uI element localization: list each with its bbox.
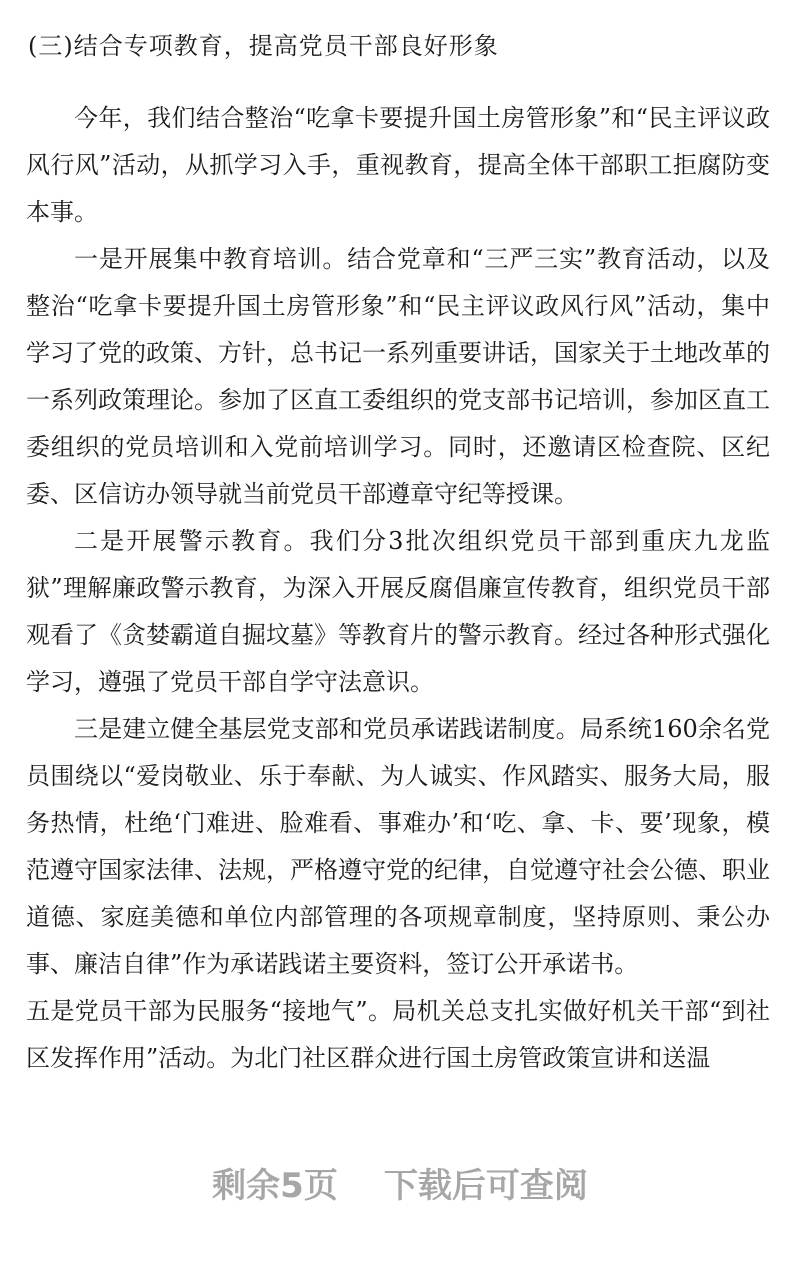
paragraph-commitment-system: 三是建立健全基层党支部和党员承诺践诺制度。局系统160余名党员围绕以“爱岗敬业、乐于奉献、为人诚实、作风踏实、服务大局，服务热情，杜绝‘门难进、脸难看、事难办’和‘吃、拿、卡、要’现象，模范遵守国家法律、法规，严格遵守党的纪律，自觉遵守社会公德、职业道德、家庭美德和单位内部管理的各项规章制度，坚持原则、秉公办事、廉洁自律”作为承诺践诺主要资料，签订公开承诺书。 [26, 715, 770, 978]
paragraph-warning-education: 二是开展警示教育。我们分3批次组织党员干部到重庆九龙监狱”理解廉政警示教育，为深入开展反腐倡廉宣传教育，组织党员干部观看了《贪婪霸道自掘坟墓》等教育片的警示教育。经过各种形式强化学习，遵强了党员干部自学守法意识。 [26, 527, 770, 696]
section-heading: (三)结合专项教育，提高党员干部良好形象 [28, 32, 499, 60]
paragraph-intro: 今年，我们结合整治“吃拿卡要提升国土房管形象”和“民主评议政风行风”活动，从抓学习入手，重视教育，提高全体干部职工拒腐防变本事。 [26, 104, 770, 226]
document-body [26, 95, 770, 1082]
paragraph-public-service: 五是党员干部为民服务“接地气”。局机关总支扎实做好机关干部“到社区发挥作用”活动。为北门社区群众进行国土房管政策宣讲和送温 [26, 997, 770, 1072]
remaining-pages-label: 剩余5页 [212, 1166, 338, 1206]
paragraph-training: 一是开展集中教育培训。结合党章和“三严三实”教育活动，以及整治“吃拿卡要提升国土房管形象”和“民主评议政风行风”活动，集中学习了党的政策、方针，总书记一系列重要讲话，国家关于土地改革的一系列政策理论。参加了区直工委组织的党支部书记培训，参加区直工委组织的党员培训和入党前培训学习。同时，还邀请区检查院、区纪委、区信访办领导就当前党员干部遵章守纪等授课。 [26, 245, 770, 508]
download-to-view-label: 下载后可查阅 [383, 1166, 588, 1206]
download-banner[interactable] [0, 1162, 800, 1210]
